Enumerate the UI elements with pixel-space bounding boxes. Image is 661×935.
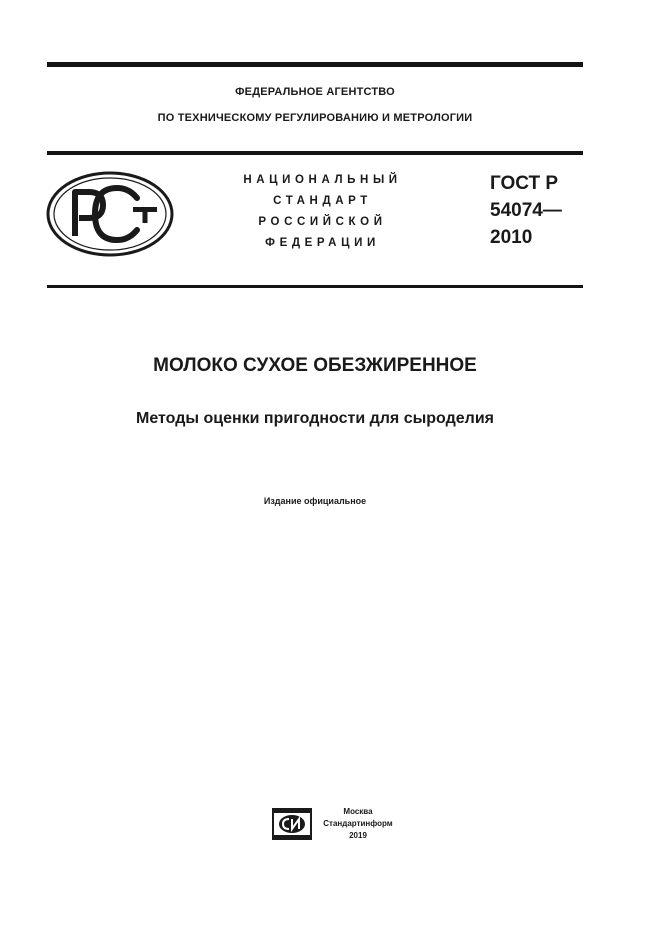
publisher-name: Стандартинформ [323,819,393,828]
agency-name-line-2: ПО ТЕХНИЧЕСКОМУ РЕГУЛИРОВАНИЮ И МЕТРОЛОГИИ [157,112,473,124]
document-title: МОЛОКО СУХОЕ ОБЕЗЖИРЕННОЕ [153,355,477,376]
bottom-rule [47,285,583,288]
designation-line-1: ГОСТ Р [490,173,559,194]
publisher-city: Москва [343,807,373,816]
standard-line-3: РОССИЙСКОЙ [258,216,387,228]
designation-line-2: 54074— [490,200,562,221]
standard-designation [490,170,562,251]
standard-line-4: ФЕДЕРАЦИИ [265,237,380,249]
publication-year: 2019 [349,831,367,840]
edition-note: Издание официальное [263,496,367,506]
agency-name-line-1: ФЕДЕРАЛЬНОЕ АГЕНТСТВО [235,86,395,98]
standartinform-logo-icon [272,808,312,840]
designation-line-3: 2010 [490,227,533,248]
top-rule [47,62,583,67]
standard-line-2: СТАНДАРТ [273,195,372,207]
national-standard-heading [215,170,430,254]
rst-conformity-mark-icon [45,170,175,258]
middle-rule [47,151,583,155]
standard-line-1: НАЦИОНАЛЬНЫЙ [243,174,402,186]
publisher-info [318,806,398,842]
document-subtitle: Методы оценки пригодности для сыроделия [135,410,494,427]
